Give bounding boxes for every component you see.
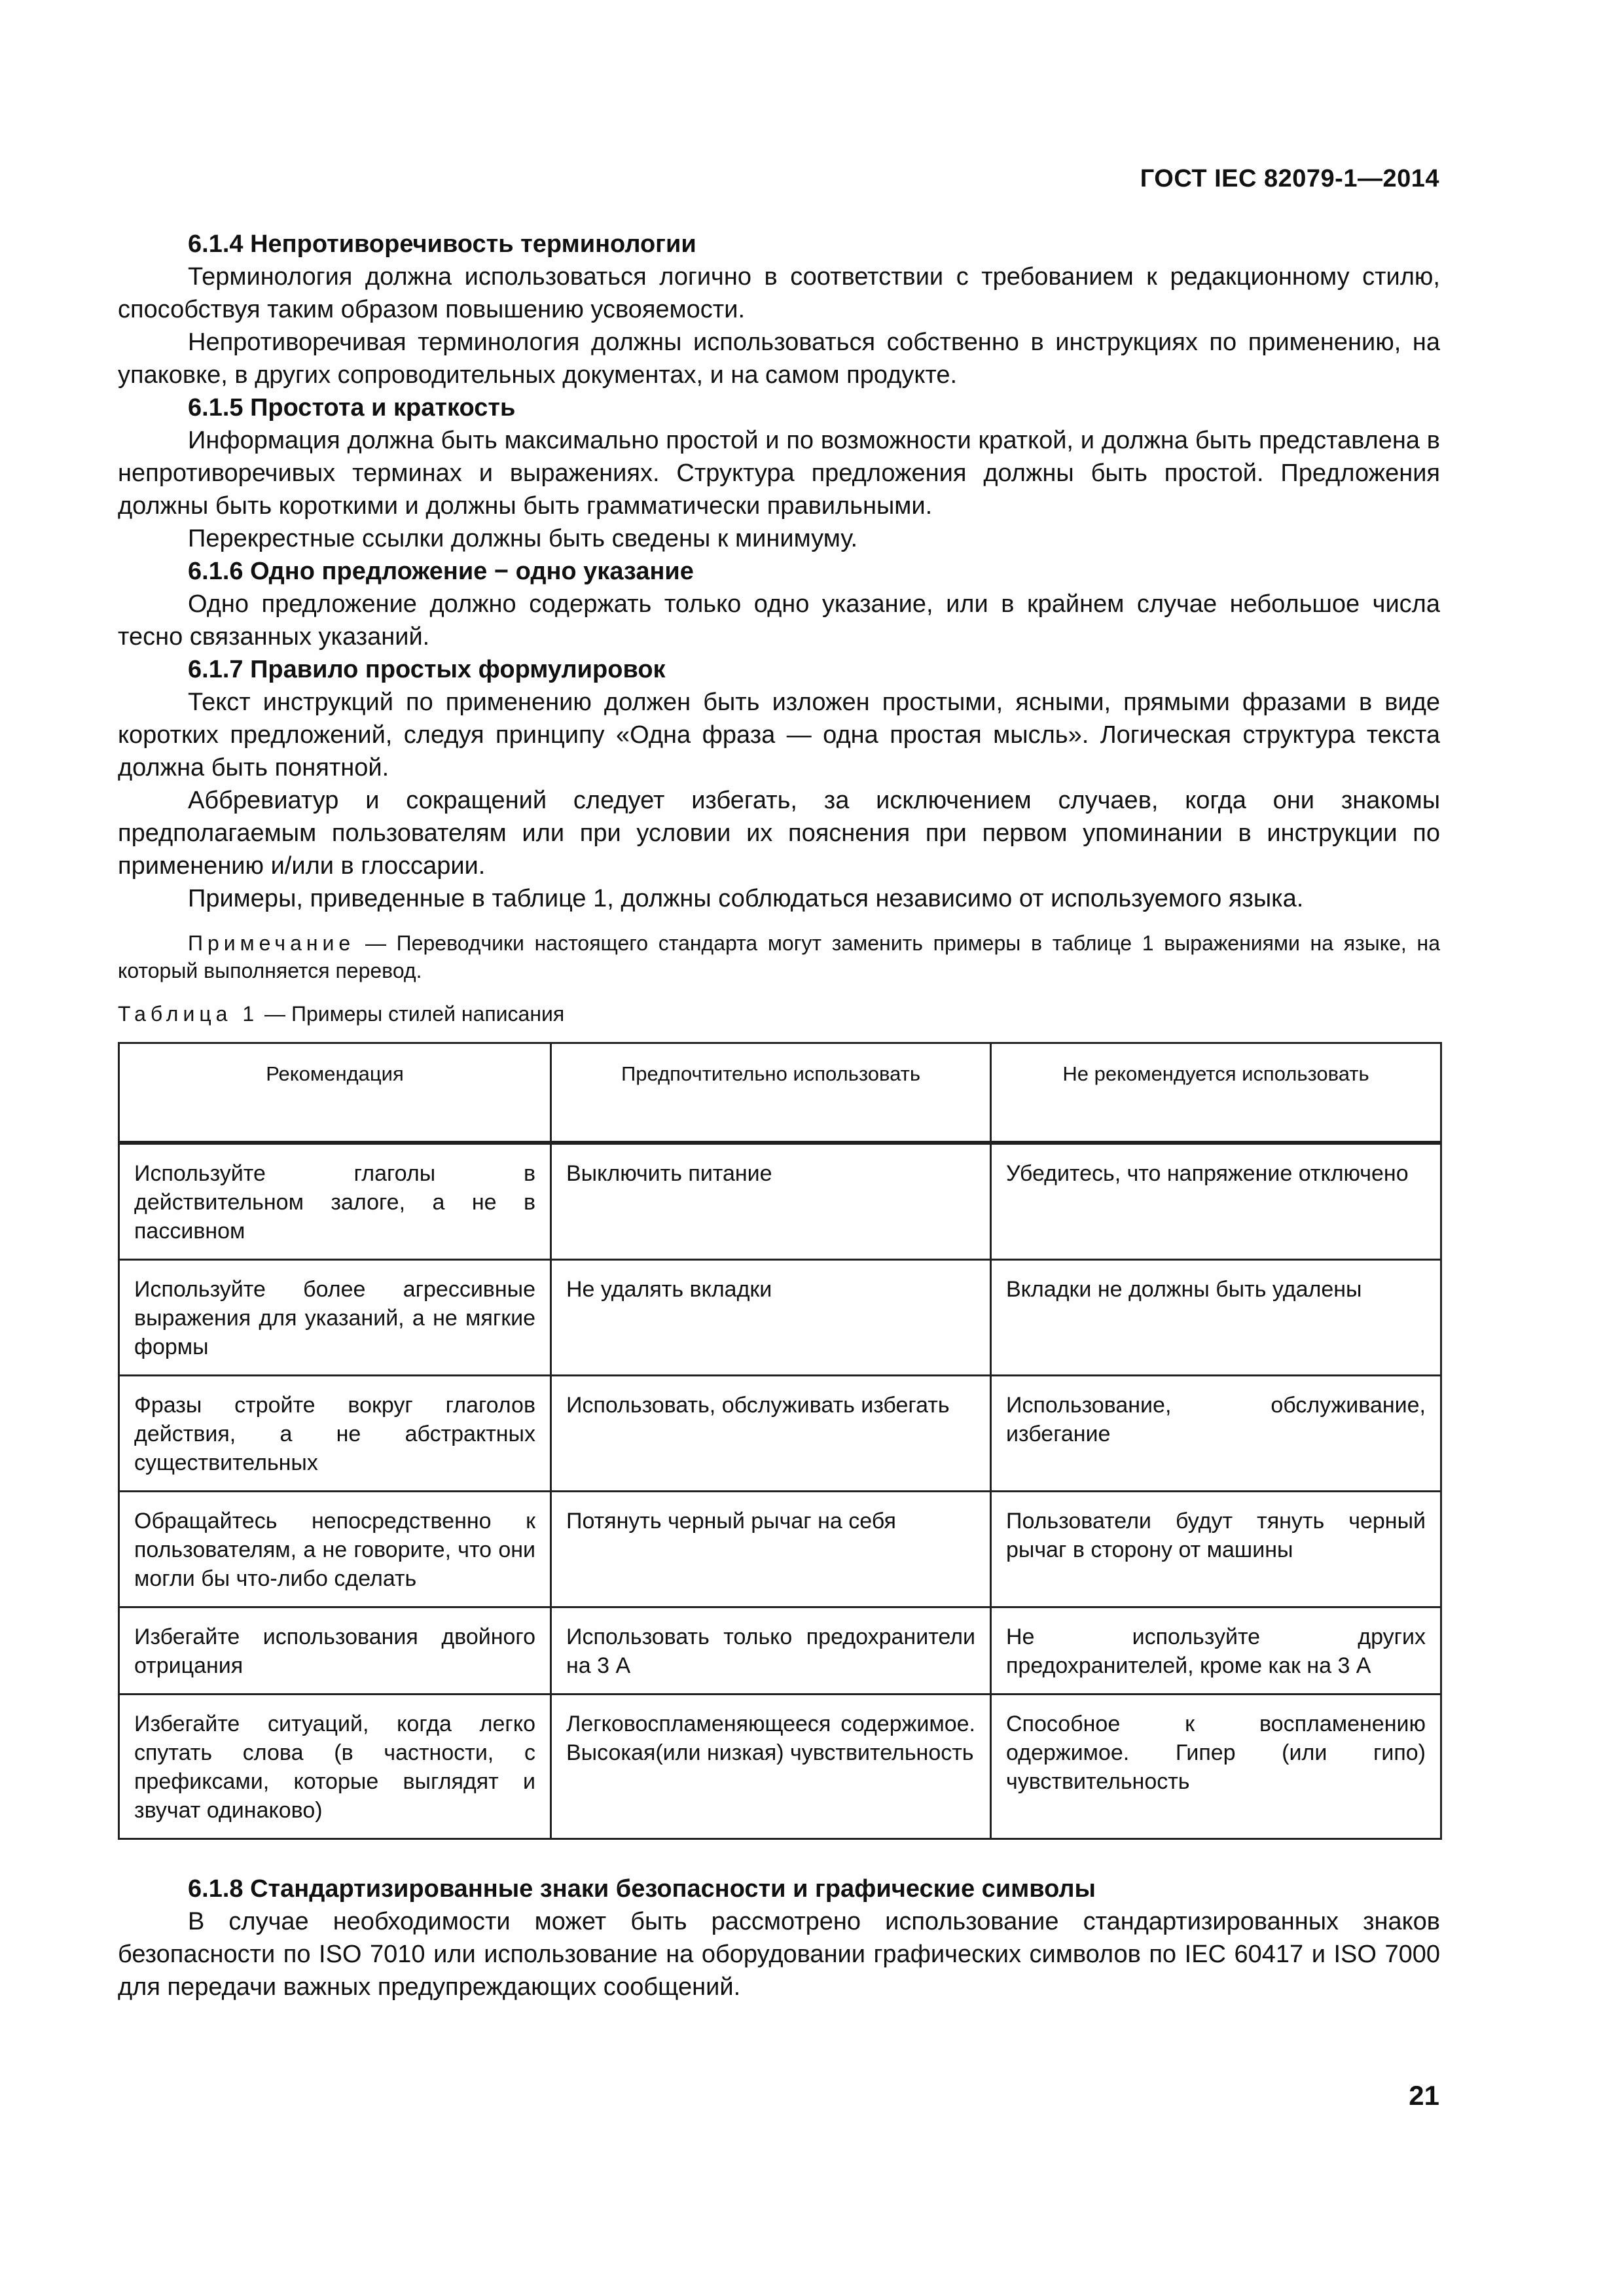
writing-styles-table <box>118 1042 1442 1840</box>
table-header-row <box>119 1043 1441 1143</box>
table-caption <box>118 1000 1440 1028</box>
column-header-not-recommended: Не рекомендуется использовать <box>991 1043 1441 1143</box>
table-cell: Фразы стройте вокруг глаголов действия, а не абстрактных существительных <box>119 1376 551 1492</box>
table-cell: Потянуть черный рычаг на себя <box>551 1492 991 1607</box>
table-row <box>119 1376 1441 1492</box>
section-heading-6-1-7: 6.1.7 Правило простых формулировок <box>188 656 666 683</box>
table-caption-text: — Примеры стилей написания <box>259 1002 565 1026</box>
table-cell: Используйте более агрессивные выражения для указаний, а не мягкие формы <box>119 1260 551 1376</box>
column-header-recommendation: Рекомендация <box>119 1043 551 1143</box>
table-row <box>119 1695 1441 1839</box>
table-row <box>119 1492 1441 1607</box>
table-cell: Избегайте ситуаций, когда легко спутать слова (в частности, с префиксами, которые выглядят и звучат одинаково) <box>119 1695 551 1839</box>
paragraph: Одно предложение должно содержать только одно указание, или в крайнем случае небольшое числа тесно связанных указаний. <box>118 590 1440 651</box>
page-number: 21 <box>1409 2080 1439 2111</box>
note-text: — Переводчики настоящего стандарта могут заменить примеры в таблице 1 выражениями на языке, на который выполняется перевод. <box>118 931 1440 982</box>
table-cell: Способное к воспламенению одержимое. Гипер (или гипо) чувствительность <box>991 1695 1441 1839</box>
paragraph: Перекрестные ссылки должны быть сведены к минимуму. <box>188 525 858 552</box>
table-cell: Легковоспламеняющееся содержимое. Высокая(или низкая) чувствительность <box>551 1695 991 1839</box>
paragraph: Терминология должна использоваться логично в соответствии с требованием к редакционному стилю, способствуя таким образом повышению усвояемости. <box>118 263 1440 323</box>
paragraph: Информация должна быть максимально простой и по возможности краткой, и должна быть представлена в непротиворечивых терминах и выражениях. Структура предложения должны быть простой. Предложения должны быть короткими и должны быть грамматически правильными. <box>118 427 1440 520</box>
table-cell: Использование, обслуживание, избегание <box>991 1376 1441 1492</box>
table-cell: Использовать, обслуживать избегать <box>551 1376 991 1492</box>
page-content <box>118 228 1440 2003</box>
table-caption-label: Таблица 1 <box>118 1002 259 1026</box>
table-cell: Не удалять вкладки <box>551 1260 991 1376</box>
table-cell: Убедитесь, что напряжение отключено <box>991 1143 1441 1260</box>
paragraph: В случае необходимости может быть рассмотрено использование стандартизированных знаков безопасности по ISO 7010 или использование на оборудовании графических символов по IEC 60417 и ISO 7000 для передачи важных предупреждающих сообщений. <box>118 1908 1440 2001</box>
table-row <box>119 1260 1441 1376</box>
section-heading-6-1-8: 6.1.8 Стандартизированные знаки безопасности и графические символы <box>188 1875 1096 1903</box>
table-cell: Не используйте других предохранителей, кроме как на 3 А <box>991 1607 1441 1695</box>
section-heading-6-1-6: 6.1.6 Одно предложение − одно указание <box>188 558 694 585</box>
table-cell: Используйте глаголы в действительном залоге, а не в пассивном <box>119 1143 551 1260</box>
section-heading-6-1-5: 6.1.5 Простота и краткость <box>188 394 516 422</box>
table-row <box>119 1607 1441 1695</box>
table-cell: Обращайтесь непосредственно к пользователям, а не говорите, что они могли бы что-либо сделать <box>119 1492 551 1607</box>
document-id-header: ГОСТ IEC 82079-1—2014 <box>1140 165 1439 192</box>
paragraph: Непротиворечивая терминология должны использоваться собственно в инструкциях по применению, на упаковке, в других сопроводительных документах, и на самом продукте. <box>118 329 1440 389</box>
table-cell: Вкладки не должны быть удалены <box>991 1260 1441 1376</box>
table-cell: Использовать только предохранители на 3 А <box>551 1607 991 1695</box>
column-header-preferred: Предпочтительно использовать <box>551 1043 991 1143</box>
table-row <box>119 1143 1441 1260</box>
table-cell: Избегайте использования двойного отрицания <box>119 1607 551 1695</box>
table-cell: Выключить питание <box>551 1143 991 1260</box>
paragraph: Текст инструкций по применению должен быть изложен простыми, ясными, прямыми фразами в виде коротких предложений, следуя принципу «Одна фраза — одна простая мысль». Логическая структура текста должна быть понятной. <box>118 689 1440 781</box>
section-heading-6-1-4: 6.1.4 Непротиворечивость терминологии <box>188 230 696 258</box>
table-cell: Пользователи будут тянуть черный рычаг в сторону от машины <box>991 1492 1441 1607</box>
note-label: Примечание <box>188 931 355 955</box>
paragraph: Примеры, приведенные в таблице 1, должны соблюдаться независимо от используемого языка. <box>188 885 1304 912</box>
note <box>118 929 1440 984</box>
paragraph: Аббревиатур и сокращений следует избегать, за исключением случаев, когда они знакомы предполагаемым пользователям или при условии их пояснения при первом упоминании в инструкции по применению и/или в глоссарии. <box>118 787 1440 880</box>
